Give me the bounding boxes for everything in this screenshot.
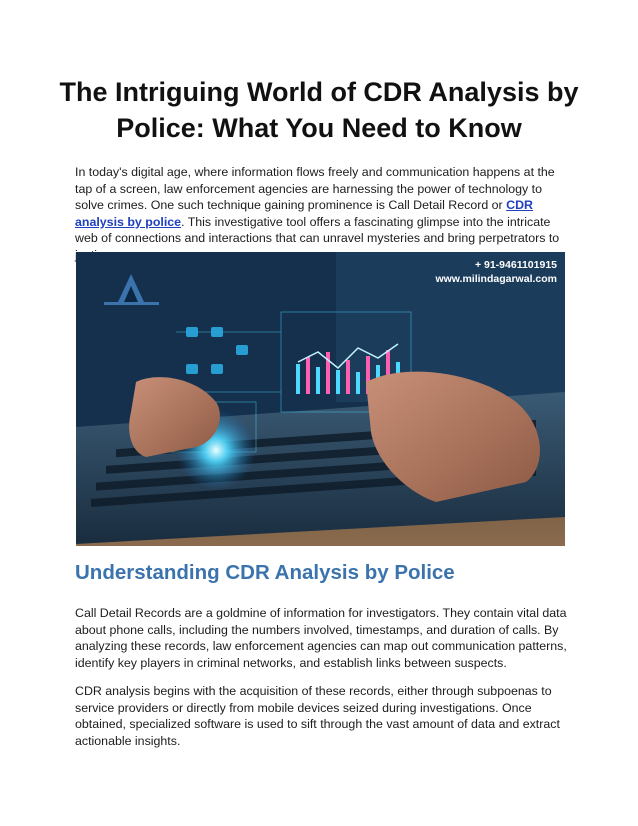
- intro-text-end: . This investigative tool offers a fascinating glimpse into the intricate web of connections and interactions that can unravel mysteries and bring perpetrators to: [75, 214, 560, 246]
- banner-phone: + 91-9461101915: [474, 259, 557, 271]
- banner-contact: [435, 258, 557, 286]
- page-title: The Intriguing World of CDR Analysis by Police: What You Need to Know: [59, 77, 579, 143]
- intro-paragraph: [75, 164, 570, 264]
- hero-image: [76, 252, 565, 546]
- banner-website: www.milindagarwal.com: [435, 273, 557, 285]
- hero-illustration: [76, 252, 565, 546]
- intro-text-start: In today's digital age, where information flows freely and communication happens at the tap of a screen, law enforcement agencies are harnessing the power of technology to solve crimes. One such technique gaining prominence is Call Detail Record or: [75, 165, 555, 213]
- paragraph-cdr-goldmine: Call Detail Records are a goldmine of information for investigators. They contain vital data about phone calls, including the numbers involved, timestamps, and duration of calls. By analyzing these records, law enforcement agencies can map out communication patterns, identify key players in criminal networks, and establish links between suspects.: [75, 606, 567, 670]
- cdr-analysis-link[interactable]: CDR analysis by police: [75, 198, 533, 229]
- paragraph-cdr-acquisition: CDR analysis begins with the acquisition of these records, either through subpoenas to service providers or directly from mobile devices seized during investigations. Once obtained, specialized software is used to sift through the vast amount of data and extract actionable insights.: [75, 684, 560, 748]
- section-heading: Understanding CDR Analysis by Police: [75, 561, 455, 584]
